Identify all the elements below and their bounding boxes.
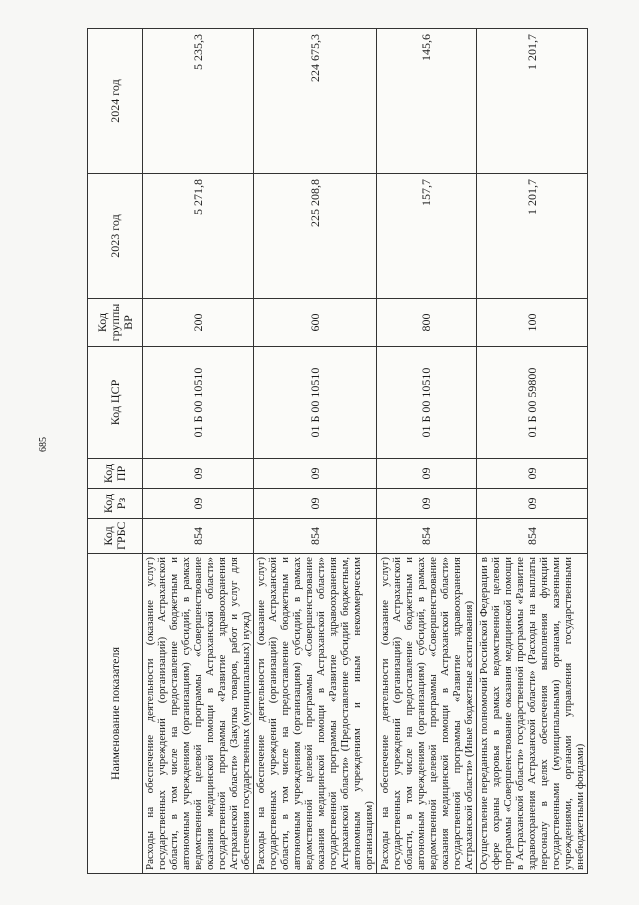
row-name: Осуществление переданных полномочий Российской Федерации в сфере охраны здоровья в рамках ведомственной целевой программы «Совершенствование оказания медицинской помощи в Астраханской области» государственной программы «Развитие здравоохранения Астраханской области» (Расходы на выплаты персоналу в целях обеспечения выполнения функций государственными (муниципальными) органами, казенными учреждениями, органами управления государственными внебюджетными фондами): [477, 554, 588, 874]
table-row: [377, 29, 477, 874]
header-pr: Код ПР: [88, 459, 143, 489]
row-2023: 157,7: [377, 174, 477, 299]
row-name: Расходы на обеспечение деятельности (оказание услуг) государственных учреждений (организаций) Астраханской области, в том числе на предоставление бюджетным и автономным учреждениям (организациям) субсидий, в рамках ведомственной целевой программы «Совершенствование оказания медицинской помощи в Астраханской области» государственной программы «Развитие здравоохранения Астраханской области» (Закупка товаров, работ и услуг для обеспечения государственных (муниципальных) нужд): [143, 554, 254, 874]
header-grbs: Код ГРБС: [88, 519, 143, 554]
row-grbs: 854: [143, 519, 254, 554]
table-header-row: [88, 29, 143, 874]
header-2023: 2023 год: [88, 174, 143, 299]
row-2023: 225 208,8: [254, 174, 377, 299]
row-pr: 09: [254, 459, 377, 489]
row-rz: 09: [254, 489, 377, 519]
row-name: Расходы на обеспечение деятельности (оказание услуг) государственных учреждений (организаций) Астраханской области, в том числе на предоставление бюджетным и автономным учреждениям (организациям) субсидий, в рамках ведомственной целевой программы «Совершенствование оказания медицинской помощи в Астраханской области» государственной программы «Развитие здравоохранения Астраханской области» (Предоставление субсидий бюджетным, автономным учреждениям и иным некоммерческим организациям): [254, 554, 377, 874]
page-number: 685: [38, 437, 49, 452]
row-vr: 100: [477, 299, 588, 347]
table-row: [143, 29, 254, 874]
row-2023: 5 271,8: [143, 174, 254, 299]
row-2024: 145,6: [377, 29, 477, 174]
row-rz: 09: [143, 489, 254, 519]
rotated-page: [87, 29, 586, 874]
row-name: Расходы на обеспечение деятельности (оказание услуг) государственных учреждений (организаций) Астраханской области, в том числе на предоставление бюджетным и автономным учреждениям (организациям) субсидий, в рамках ведомственной целевой программы «Совершенствование оказания медицинской помощи в Астраханской области» государственной программы «Развитие здравоохранения Астраханской области» (Иные бюджетные ассигнования): [377, 554, 477, 874]
row-pr: 09: [477, 459, 588, 489]
row-vr: 800: [377, 299, 477, 347]
row-grbs: 854: [477, 519, 588, 554]
row-vr: 200: [143, 299, 254, 347]
table-row: [254, 29, 377, 874]
table-row: [477, 29, 588, 874]
row-csr: 01 Б 00 10510: [377, 347, 477, 459]
row-2023: 1 201,7: [477, 174, 588, 299]
header-name: Наименование показателя: [88, 554, 143, 874]
row-grbs: 854: [254, 519, 377, 554]
row-rz: 09: [377, 489, 477, 519]
row-rz: 09: [477, 489, 588, 519]
budget-table: [87, 28, 588, 874]
row-2024: 1 201,7: [477, 29, 588, 174]
row-vr: 600: [254, 299, 377, 347]
row-2024: 224 675,3: [254, 29, 377, 174]
header-2024: 2024 год: [88, 29, 143, 174]
header-rz: Код Рз: [88, 489, 143, 519]
row-csr: 01 Б 00 59800: [477, 347, 588, 459]
header-vr: Код группы ВР: [88, 299, 143, 347]
row-csr: 01 Б 00 10510: [143, 347, 254, 459]
header-csr: Код ЦСР: [88, 347, 143, 459]
row-2024: 5 235,3: [143, 29, 254, 174]
row-pr: 09: [143, 459, 254, 489]
row-grbs: 854: [377, 519, 477, 554]
row-pr: 09: [377, 459, 477, 489]
row-csr: 01 Б 00 10510: [254, 347, 377, 459]
